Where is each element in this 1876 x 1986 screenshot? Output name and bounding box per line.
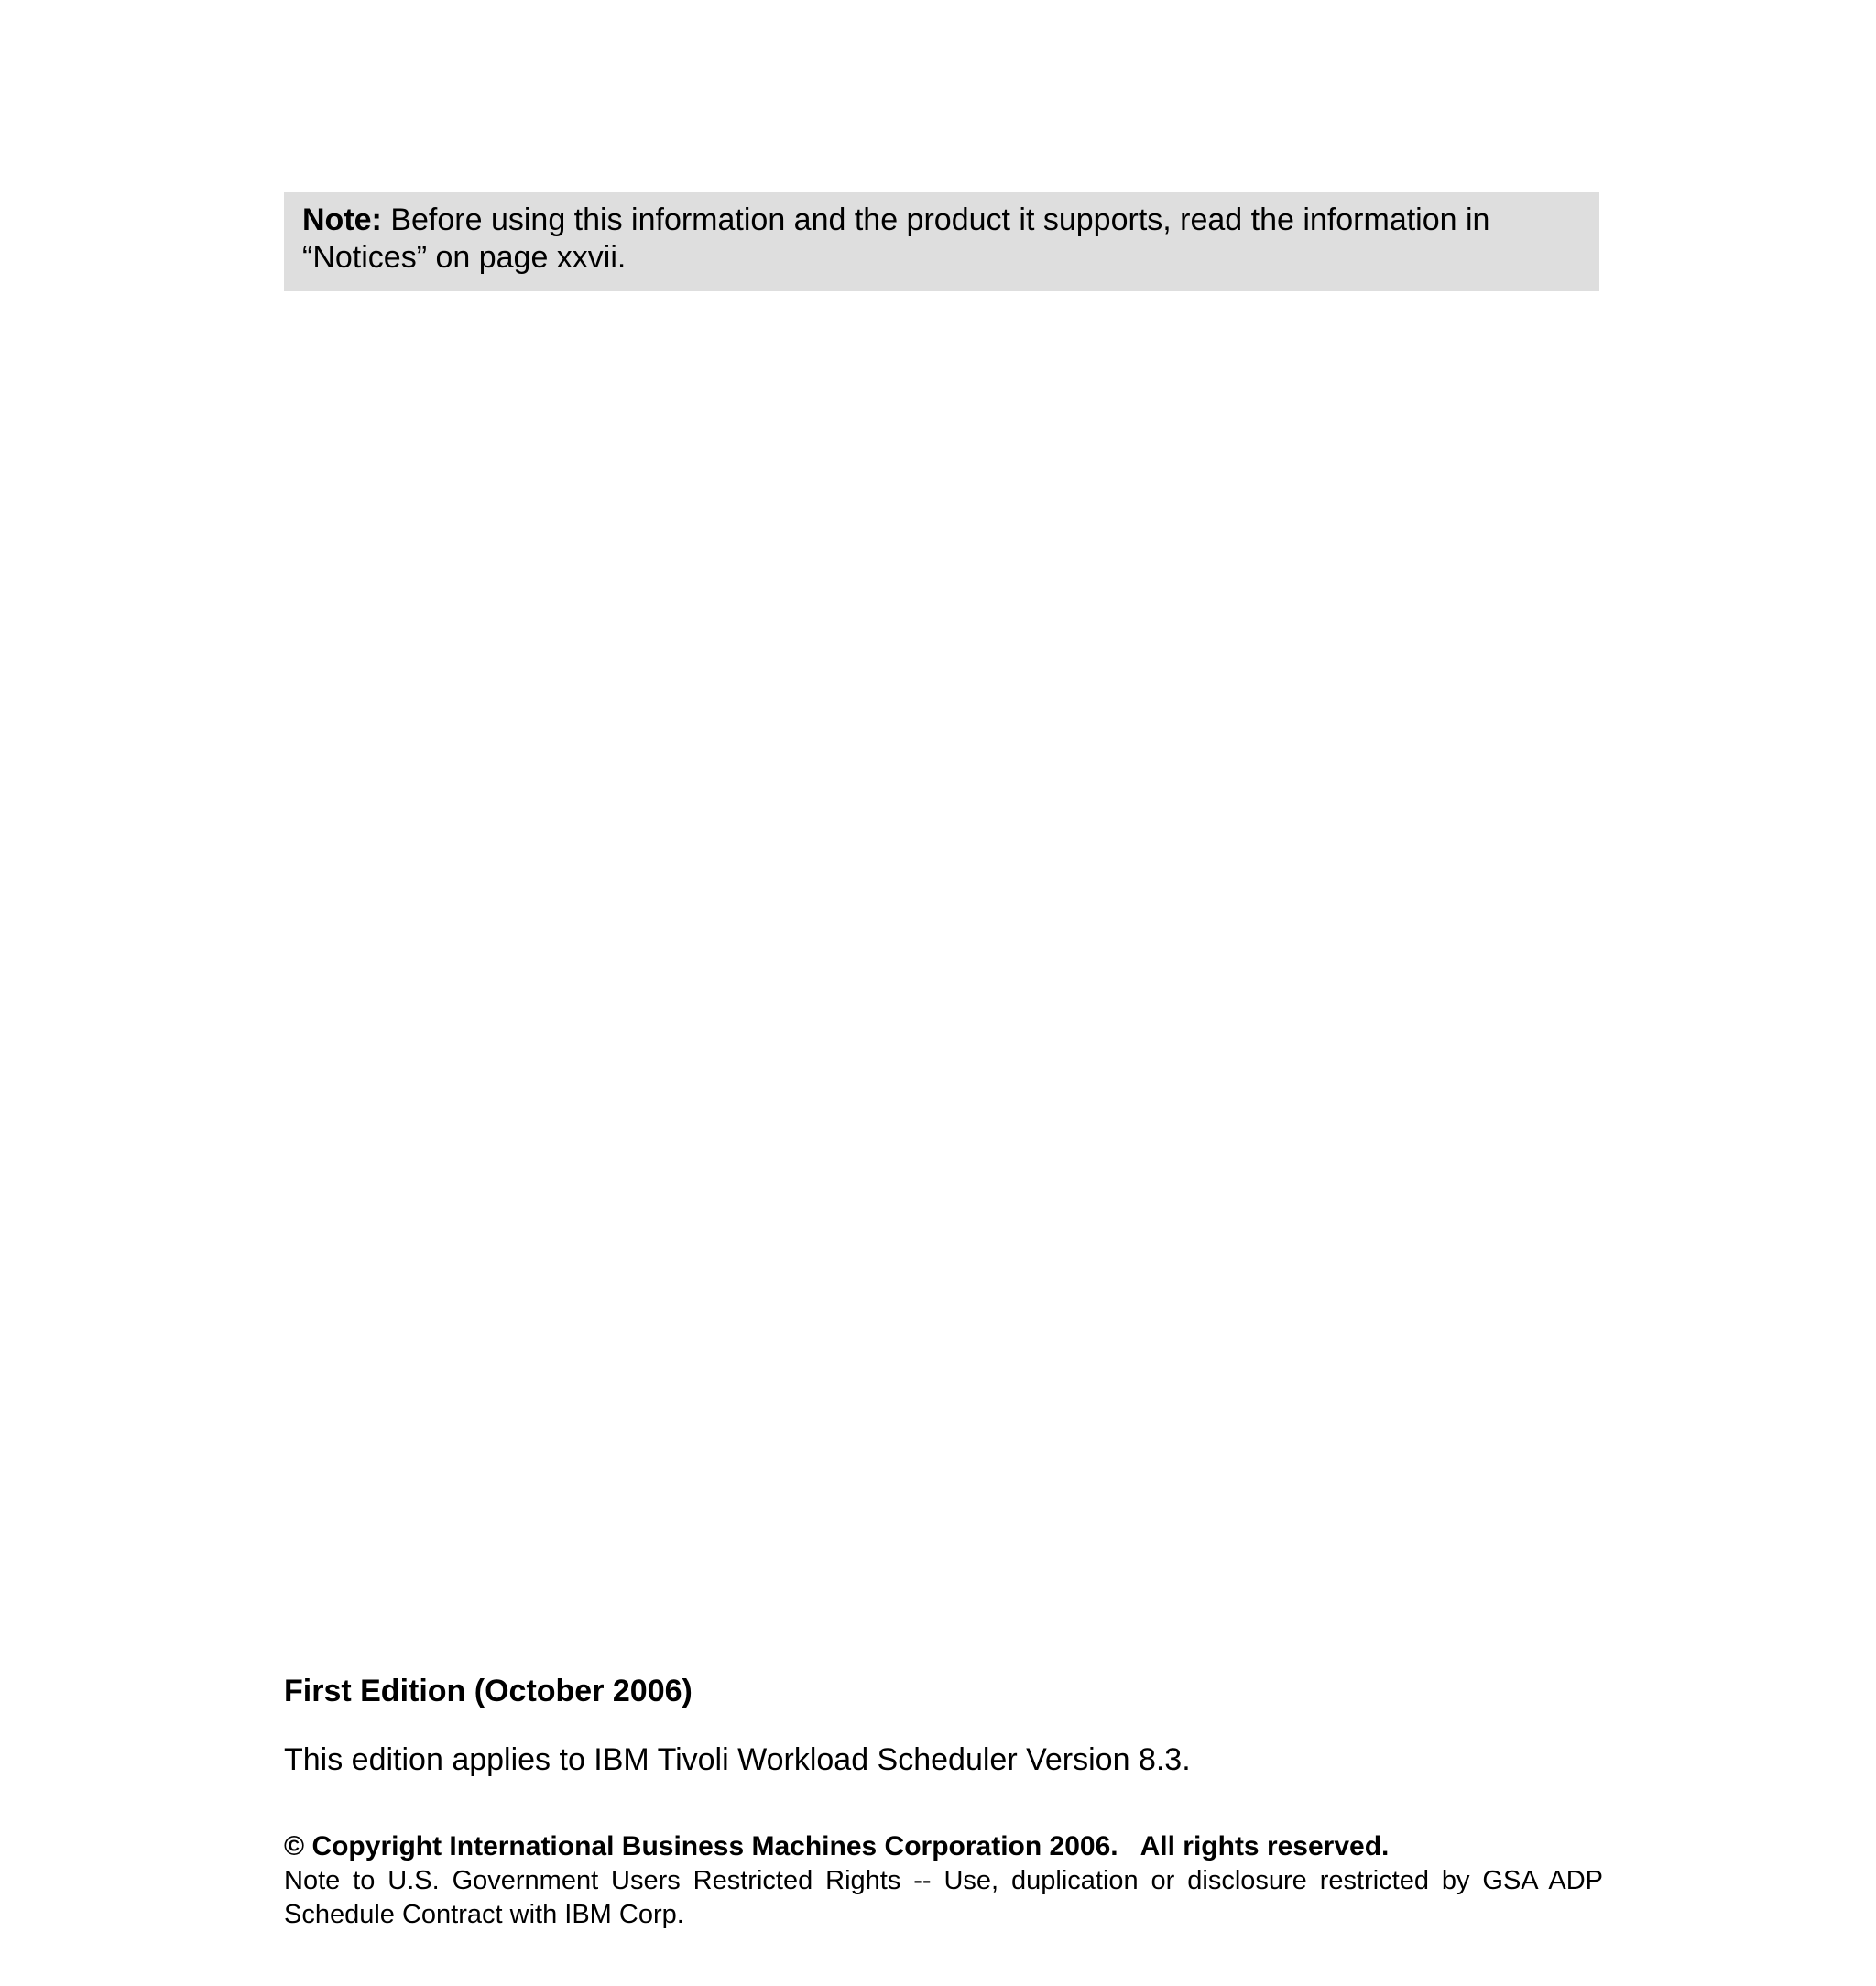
note-text: Before using this information and the product it supports, read the information in “Notices” on page xxvii. (302, 202, 1490, 275)
government-rights-note: Note to U.S. Government Users Restricted Rights -- Use, duplication or disclosure restricted by GSA ADP Schedule Contract with IBM Corp. (284, 1866, 1603, 1929)
rights-reserved: All rights reserved. (1140, 1831, 1390, 1861)
copyright-line: © Copyright International Business Machines Corporation 2006. (284, 1831, 1118, 1861)
edition-applies-to: This edition applies to IBM Tivoli Workload Scheduler Version 8.3. (284, 1742, 1191, 1777)
notices-note-box (284, 192, 1599, 291)
edition-title: First Edition (October 2006) (284, 1674, 693, 1708)
note-label: Note: (302, 202, 382, 237)
copyright-statement (284, 1830, 1389, 1863)
